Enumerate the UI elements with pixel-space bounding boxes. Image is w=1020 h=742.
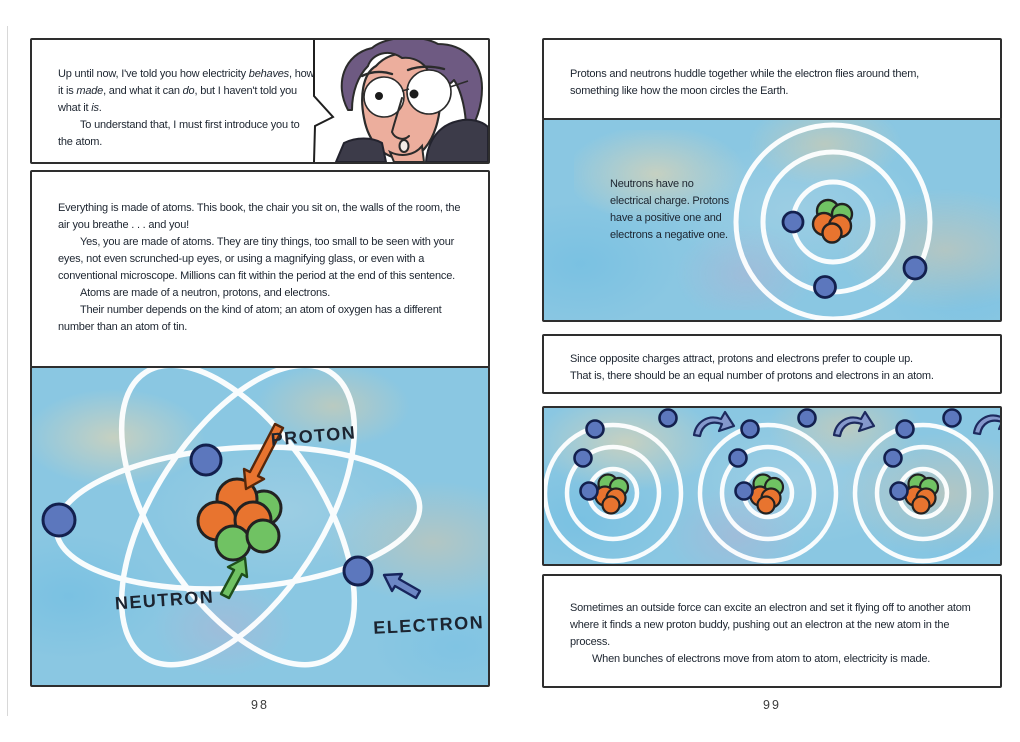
text-line: Since opposite charges attract, protons and electrons prefer to couple up. — [570, 353, 913, 365]
electron-particle — [904, 257, 926, 279]
protons-neutrons-text-block — [570, 66, 990, 100]
atom-diagram-illustration — [32, 368, 488, 685]
atoms-text-block — [58, 200, 474, 336]
free-electron — [660, 410, 677, 427]
electron-particle — [344, 557, 372, 585]
left-page-number: 98 — [251, 698, 269, 712]
electricity-paragraph-1: Sometimes an outside force can excite an electron and set it flying off to another atom where it finds a new proton buddy, pushing out an electron at the new atom in the process. — [570, 602, 971, 648]
nucleus — [198, 479, 281, 560]
proton-particle — [823, 224, 842, 243]
narrator-mouth — [400, 140, 409, 152]
panel-protons-neutrons-text — [542, 38, 1002, 120]
speech-bubble-tail — [314, 40, 333, 162]
electron-arrow-icon — [384, 574, 420, 598]
atoms-paragraph-3: Atoms are made of a neutron, protons, and electrons. — [80, 287, 331, 299]
neutron-label: NEUTRON — [114, 586, 215, 614]
nucleus — [596, 475, 939, 514]
free-electron — [799, 410, 816, 427]
charges-caption: Neutrons have no electrical charge. Protons have a positive one and electrons a negative one. — [610, 178, 729, 241]
text-line: something like how the moon circles the Earth. — [570, 85, 789, 97]
atoms-paragraph-4: Their number depends on the kind of atom; an atom of oxygen has a different number than an atom of tin. — [58, 304, 442, 333]
hop-arrow-icon — [694, 412, 734, 436]
panel-electron-hopping — [542, 406, 1002, 566]
speech-bubble-text — [58, 66, 316, 151]
electron-label: ELECTRON — [372, 612, 485, 638]
electricity-paragraph-2: When bunches of electrons move from atom to atom, electricity is made. — [592, 653, 931, 665]
neutron-particle — [216, 526, 250, 560]
nucleus — [813, 200, 852, 243]
bubble-paragraph-1: Up until now, I've told you how electricity behaves, how it is made, and what it can do, but I haven't told you what it is. — [58, 68, 315, 114]
panel-atoms-text — [30, 170, 490, 368]
narrator-right-pupil — [410, 90, 419, 99]
panel-atom-diagram — [30, 366, 490, 687]
electron-hopping-illustration — [544, 408, 1000, 564]
hop-arrow-icon — [974, 410, 1000, 434]
hop-arrow-icon — [834, 412, 874, 436]
atoms-paragraph-1: Everything is made of atoms. This book, the chair you sit on, the walls of the room, the air you breathe . . . and you! — [58, 202, 461, 231]
electricity-text-block — [570, 600, 990, 668]
page-edge-line — [7, 26, 8, 716]
neutron-particle — [247, 520, 279, 552]
neutron-arrow-icon — [221, 558, 247, 598]
panel-electricity-text — [542, 574, 1002, 688]
opposites-text-block — [570, 351, 990, 385]
bubble-paragraph-2: To understand that, I must first introduce you to the atom. — [58, 119, 300, 148]
electron-particle — [43, 504, 75, 536]
narrator-left-pupil — [375, 92, 383, 100]
atoms-paragraph-2: Yes, you are made of atoms. They are tiny things, too small to be seen with your eyes, not even scrunched-up eyes, or using a magnifying glass, or even with a conventional microscope. Millions can fit within the period at the end of this sentence. — [58, 236, 455, 282]
text-line: That is, there should be an equal number of protons and electrons in an atom. — [570, 370, 934, 382]
electron-particle — [191, 445, 221, 475]
electron-particle — [783, 212, 803, 232]
narrator-character-illustration — [298, 40, 488, 162]
panel-opposites-text — [542, 334, 1002, 394]
proton-label: PROTON — [269, 422, 358, 450]
right-page-number: 99 — [763, 698, 781, 712]
text-line: Protons and neutrons huddle together while the electron flies around them, — [570, 68, 920, 80]
electron-particle — [815, 277, 836, 298]
panel-intro-bubble — [30, 38, 490, 164]
free-electron — [944, 410, 961, 427]
panel-charges-diagram — [542, 118, 1002, 322]
